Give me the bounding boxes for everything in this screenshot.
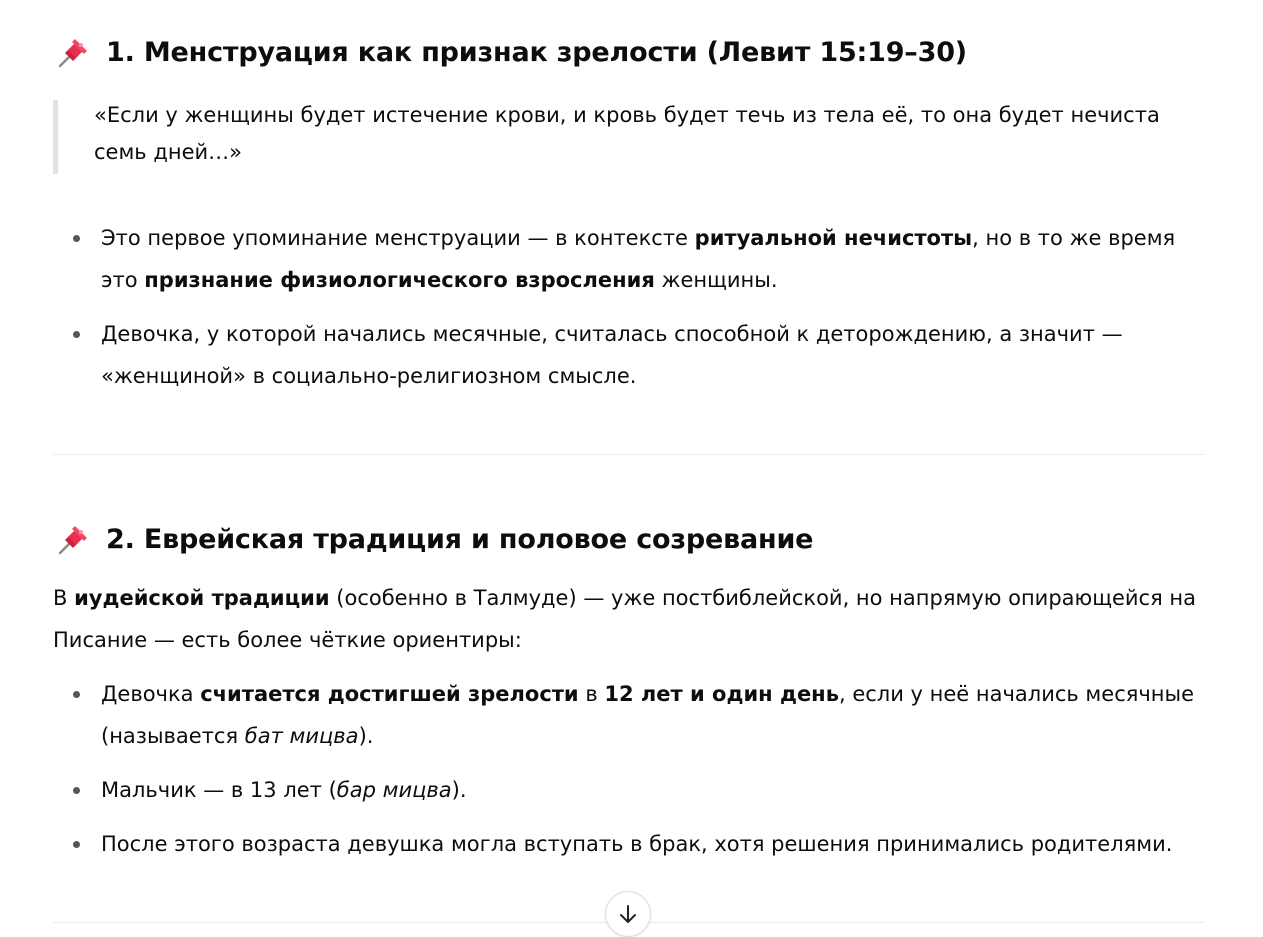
list-item-text: Мальчик — в 13 лет ( [101, 778, 337, 802]
section-divider [53, 454, 1205, 455]
list-item-bold: признание физиологического взросления [144, 268, 655, 292]
pushpin-icon [56, 34, 92, 70]
intro-text: (особенно в Талмуде) — уже постбиблейской, но напрямую опирающейся на Писание — есть более чёткие ориентиры: [53, 586, 1196, 652]
intro-bold: иудейской традиции [74, 586, 330, 610]
section-2-intro [53, 577, 1203, 661]
list-item-text: ). [358, 724, 374, 748]
list-item-italic: бар мицва [336, 778, 452, 802]
section-heading-1 [56, 34, 967, 70]
list-item-bold: считается достигшей зрелости [200, 682, 579, 706]
list-item [53, 313, 1203, 397]
list-item-text: Это первое упоминание менструации — в контексте [101, 226, 695, 250]
section-heading-2 [56, 521, 813, 557]
list-item-italic: бат мицва [244, 724, 359, 748]
list-item-text: Девочка [101, 682, 201, 706]
list-item-bold: 12 лет и один день [604, 682, 839, 706]
list-item-text: ). [451, 778, 467, 802]
scripture-quote-text: «Если у женщины будет истечение крови, и кровь будет течь из тела её, то она будет нечиста семь дней…» [94, 103, 1160, 164]
list-item-text: в [578, 682, 605, 706]
section-heading-1-text: 1. Менструация как признак зрелости (Левит 15:19–30) [106, 36, 967, 68]
scripture-quote [53, 100, 1193, 174]
arrow-down-icon [616, 902, 640, 926]
list-item-text: После этого возраста девушка могла вступать в брак, хотя решения принимались родителями. [101, 832, 1173, 856]
pushpin-icon [56, 521, 92, 557]
list-item [53, 769, 1203, 811]
list-item-bold: ритуальной нечистоты [694, 226, 973, 250]
scroll-to-bottom-button[interactable] [605, 891, 651, 937]
list-item [53, 823, 1203, 865]
list-item-text: , но в то же время это [101, 226, 1176, 292]
section-1-list [53, 217, 1203, 409]
intro-text: В [53, 586, 75, 610]
section-heading-2-text: 2. Еврейская традиция и половое созревание [106, 523, 814, 555]
list-item-text: Девочка, у которой начались месячные, считалась способной к деторождению, а значит — «женщиной» в социально-религиозном смысле. [101, 322, 1123, 388]
list-item [53, 217, 1203, 301]
list-item-text: женщины. [654, 268, 778, 292]
list-item-text: , если у неё начались месячные (называется [101, 682, 1195, 748]
list-item [53, 673, 1203, 757]
section-2-list [53, 673, 1203, 877]
